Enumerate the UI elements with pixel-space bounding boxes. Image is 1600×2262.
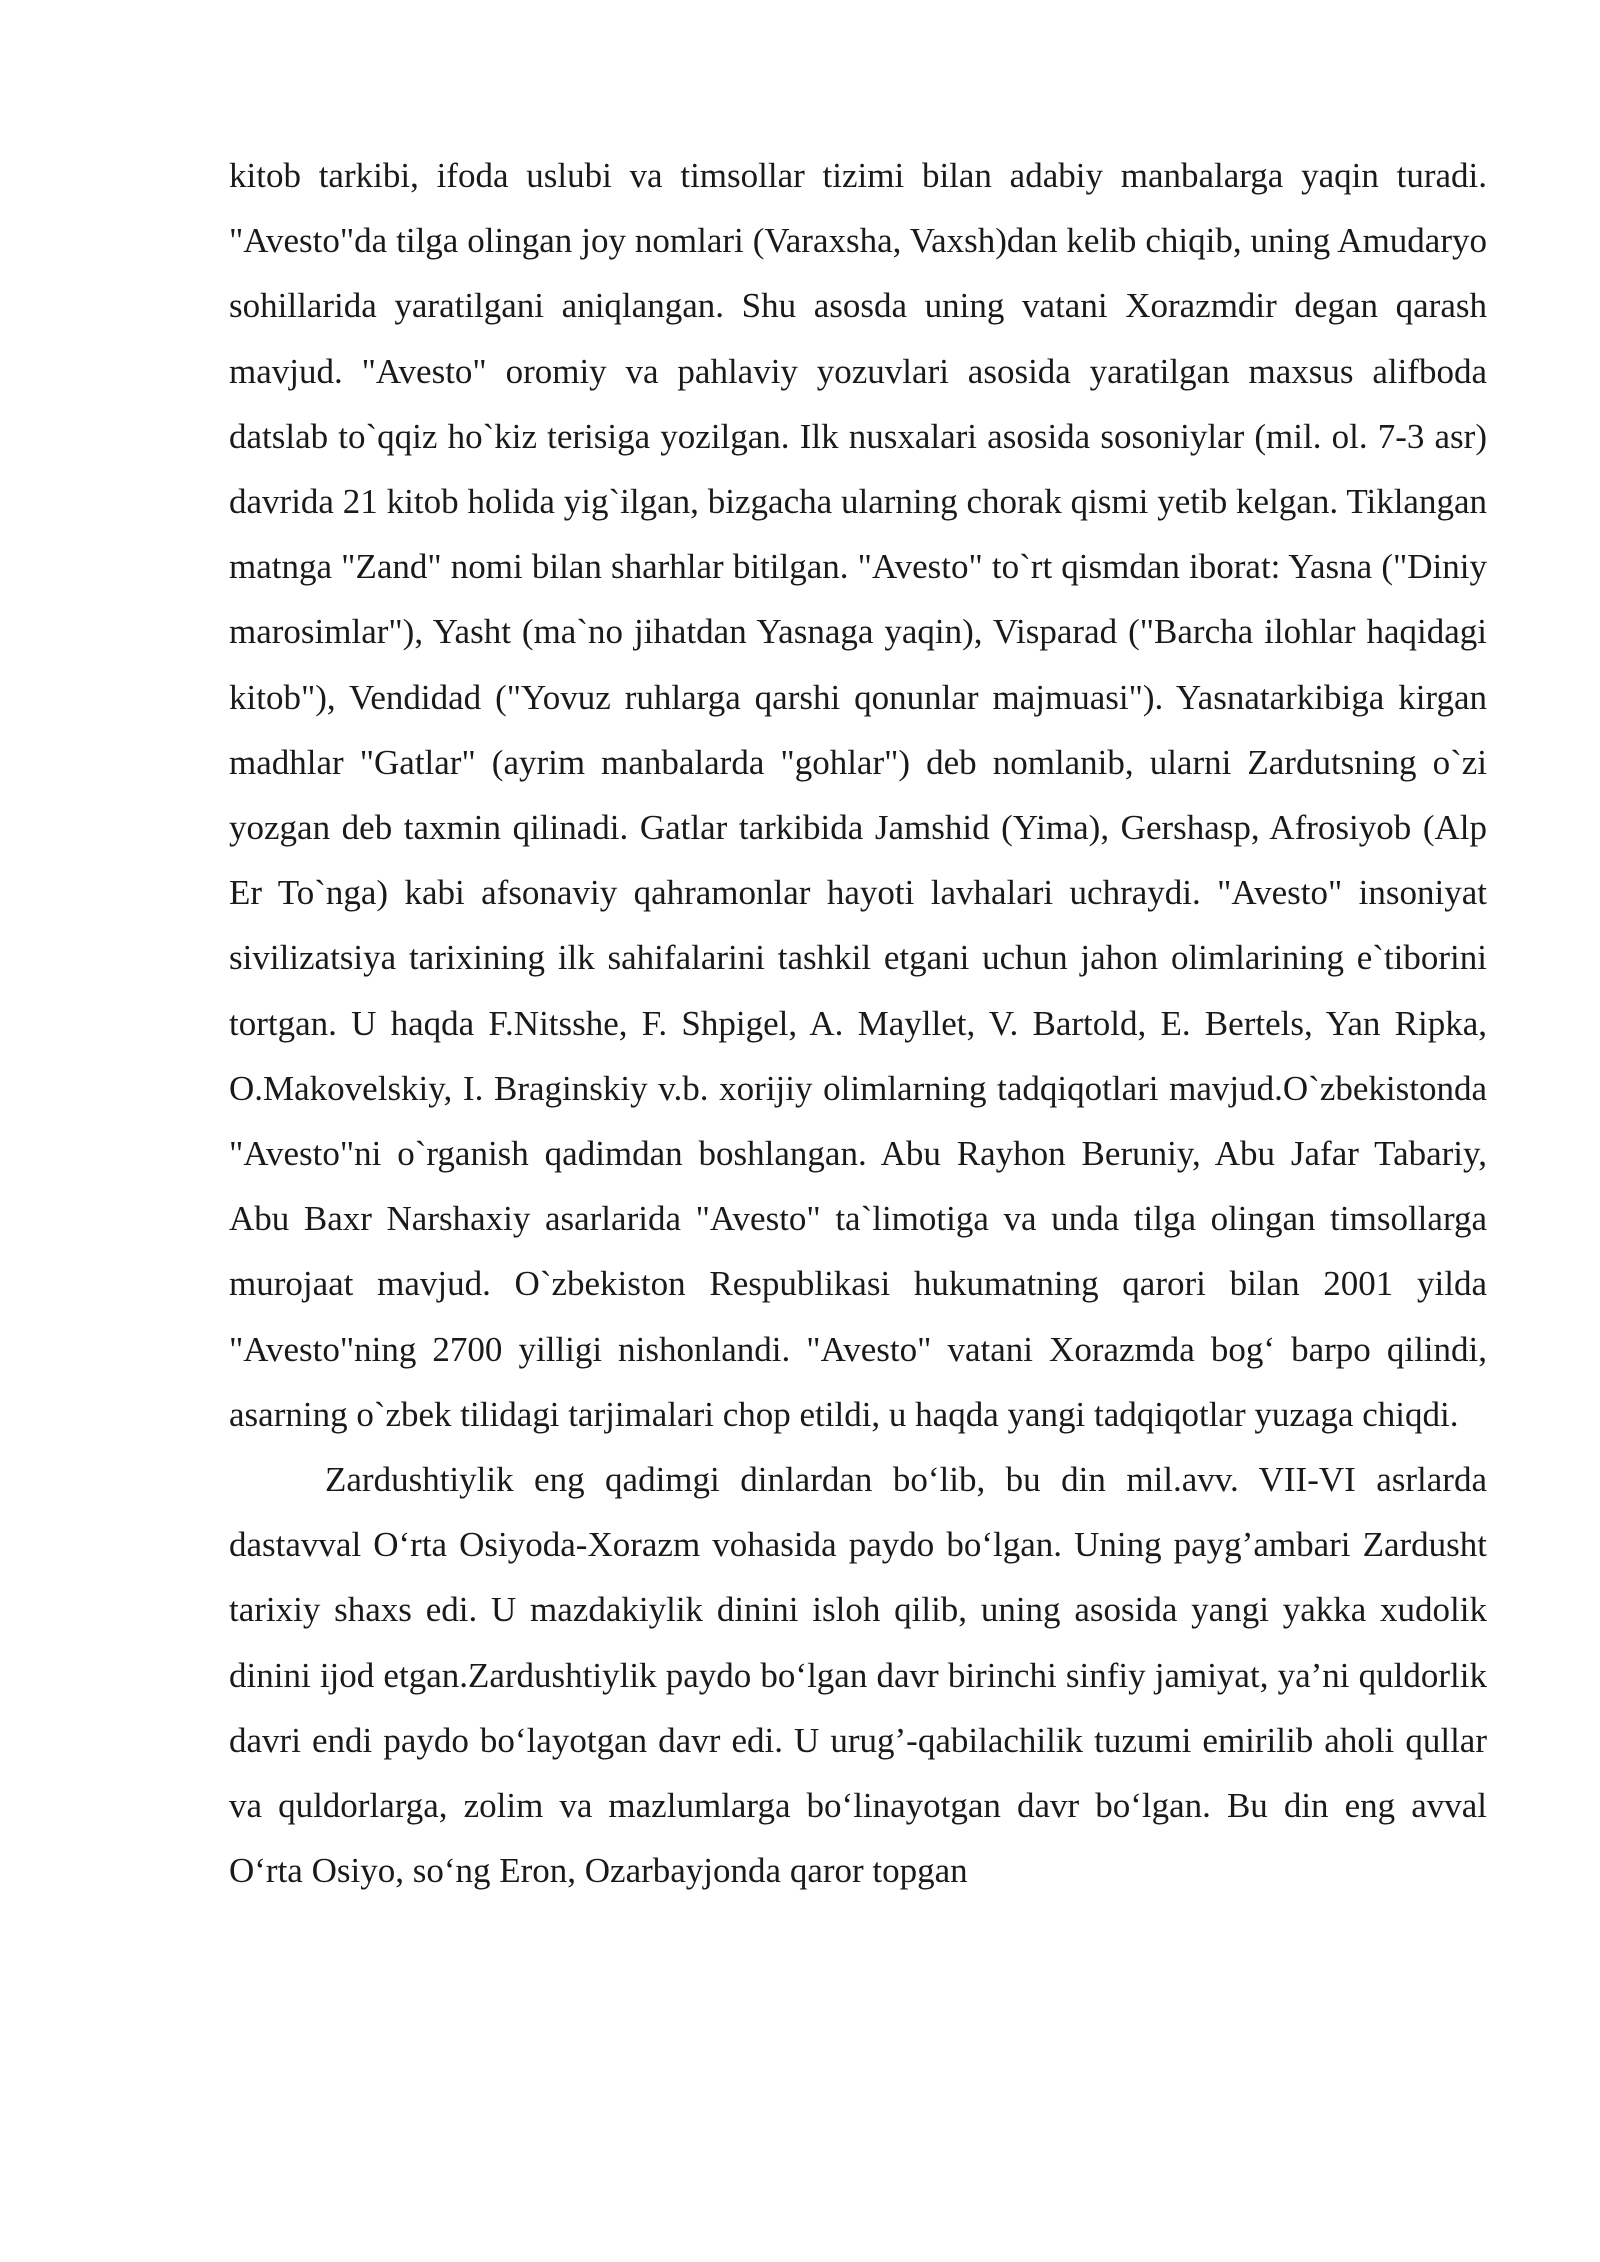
- paragraph-avesto: kitob tarkibi, ifoda uslubi va timsollar tizimi bilan adabiy manbalarga yaqin turadi. "Avesto"da tilga olingan joy nomlari (Varaxsha, Vaxsh)dan kelib chiqib, uning Amudaryo sohillarida yaratilgani aniqlangan. Shu asosda uning vatani Xorazmdir degan qarash mavjud. "Avesto" oromiy va pahlaviy yozuvlari asosida yaratilgan maxsus alifboda datslab to`qqiz ho`kiz terisiga yozilgan. Ilk nusxalari asosida sosoniylar (mil. ol. 7-3 asr) davrida 21 kitob holida yig`ilgan, bizgacha ularning chorak qismi yetib kelgan. Tiklangan matnga "Zand" nomi bilan sharhlar bitilgan. "Avesto" to`rt qismdan iborat: Yasna ("Diniy marosimlar"), Yasht (ma`no jihatdan Yasnaga yaqin), Visparad ("Barcha ilohlar haqidagi kitob"), Vendidad ("Yovuz ruhlarga qarshi qonunlar majmuasi"). Yasnatarkibiga kirgan madhlar "Gatlar" (ayrim manbalarda "gohlar") deb nomlanib, ularni Zardutsning o`zi yozgan deb taxmin qilinadi. Gatlar tarkibida Jamshid (Yima), Gershasp, Afrosiyob (Alp Er To`nga) kabi afsonaviy qahramonlar hayoti lavhalari uchraydi. "Avesto" insoniyat sivilizatsiya tarixining ilk sahifalarini tashkil etgani uchun jahon olimlarining e`tiborini tortgan. U haqda F.Nitsshe, F. Shpigel, A. Mayllet, V. Bartold, E. Bertels, Yan Ripka, O.Makovelskiy, I. Braginskiy v.b. xorijiy olimlarning tadqiqotlari mavjud.O`zbekistonda "Avesto"ni o`rganish qadimdan boshlangan. Abu Rayhon Beruniy, Abu Jafar Tabariy, Abu Baxr Narshaxiy asarlarida "Avesto" ta`limotiga va unda tilga olingan timsollarga murojaat mavjud. O`zbekiston Respublikasi hukumatning qarori bilan 2001 yilda "Avesto"ning 2700 yilligi nishonlandi. "Avesto" vatani Xorazmda bog‘ barpo qilindi, asarning o`zbek tilidagi tarjimalari chop etildi, u haqda yangi tadqiqotlar yuzaga chiqdi.: [229, 156, 1487, 1434]
- document-page: [229, 143, 1487, 1903]
- paragraph-zardushtiylik: Zardushtiylik eng qadimgi dinlardan bo‘lib, bu din mil.avv. VII-VI asrlarda dastavval O‘rta Osiyoda-Xorazm vohasida paydo bo‘lgan. Uning payg’ambari Zardusht tarixiy shaxs edi. U mazdakiylik dinini isloh qilib, uning asosida yangi yakka xudolik dinini ijod etgan.Zardushtiylik paydo bo‘lgan davr birinchi sinfiy jamiyat, ya’ni quldorlik davri endi paydo bo‘layotgan davr edi. U urug’-qabilachilik tuzumi emirilib aholi qullar va quldorlarga, zolim va mazlumlarga bo‘linayotgan davr bo‘lgan. Bu din eng avval O‘rta Osiyo, so‘ng Eron, Ozarbayjonda qaror topgan: [229, 1460, 1487, 1891]
